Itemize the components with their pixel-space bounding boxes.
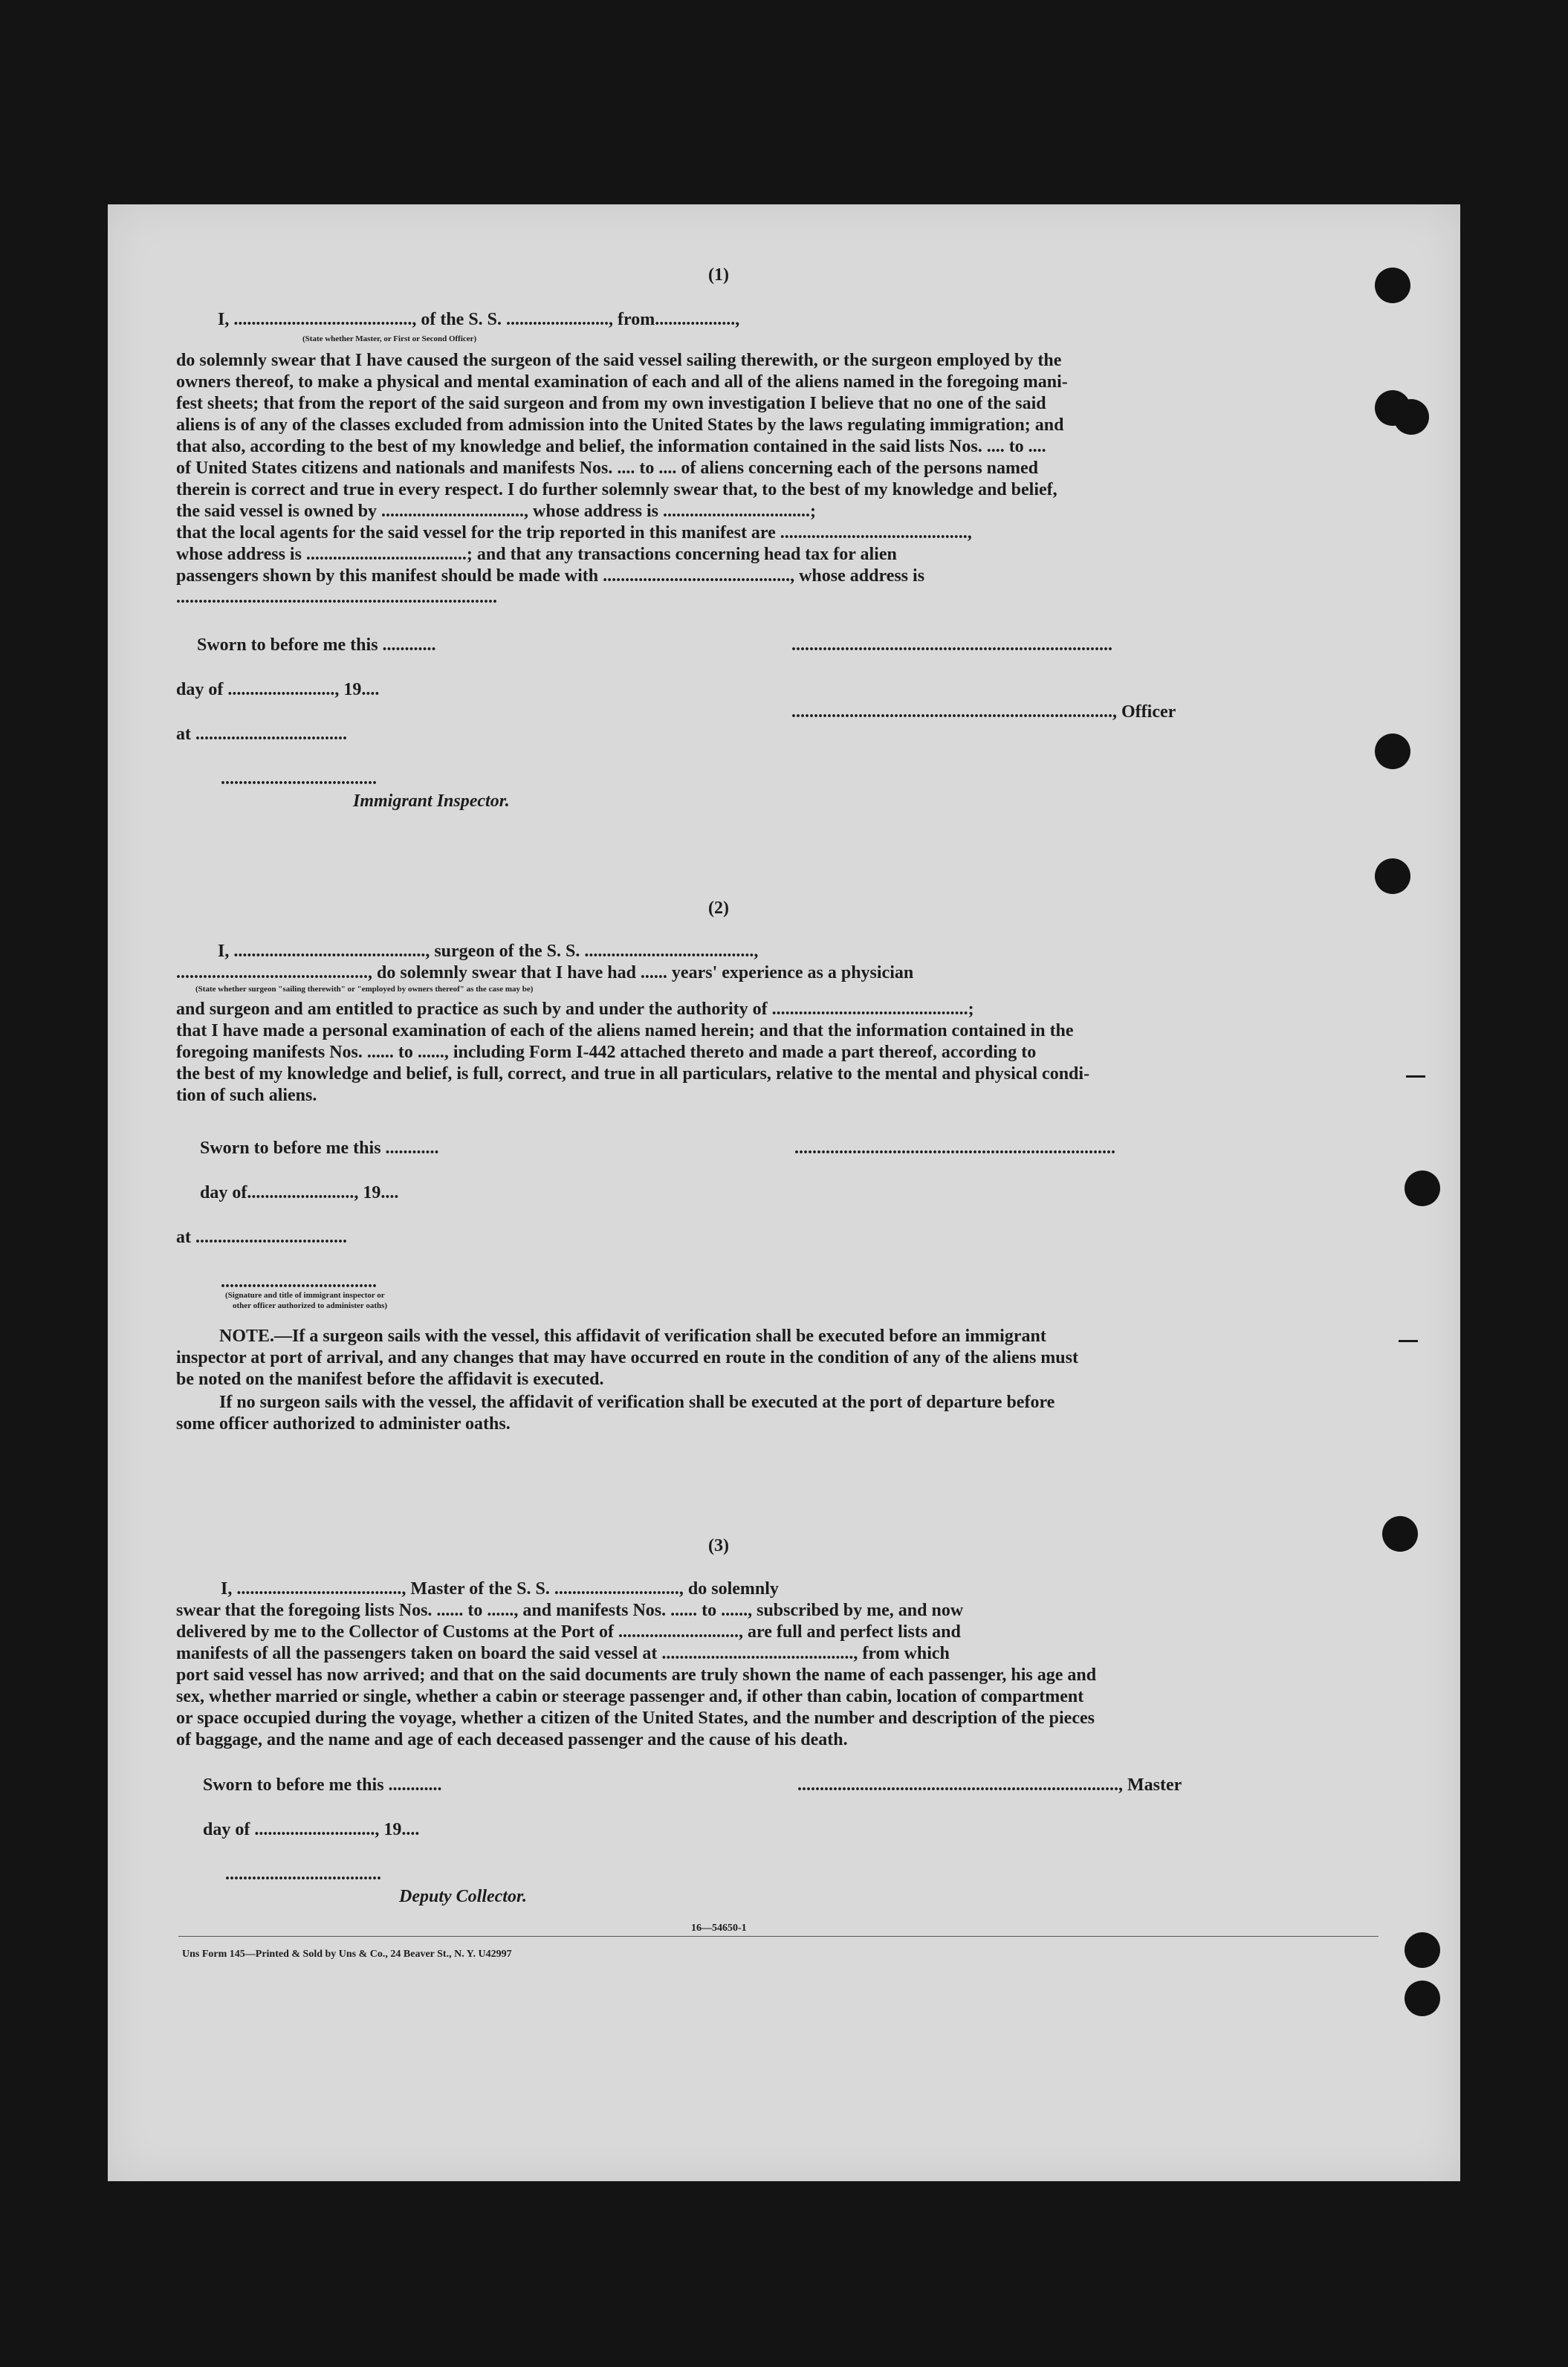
section-3-line-5: port said vessel has now arrived; and that on the said documents are truly shown the name of each passenger, his age and (176, 1665, 1097, 1685)
margin-dash (1399, 1340, 1418, 1342)
section-3-line-8: of baggage, and the name and age of each deceased passenger and the cause of his death. (176, 1730, 848, 1749)
section-2-line-1: I, ..........................................., surgeon of the S. S. ......................................, (218, 942, 759, 961)
section-1-line-12: ........................................................................ (176, 588, 497, 607)
note-line-1: NOTE.—If a surgeon sails with the vessel, this affidavit of verification shall be executed before an immigrant (219, 1327, 1046, 1346)
section-1-line-3: fest sheets; that from the report of the said surgeon and from my own investigation I believe that no one of the said (176, 394, 1046, 413)
section-1-at-line: at .................................. (176, 725, 347, 744)
section-2-at-line: at .................................. (176, 1228, 347, 1247)
margin-dash (1406, 1075, 1425, 1078)
section-2-surgeon-note: (State whether surgeon "sailing therewith" or "employed by owners thereof" as the case may be) (195, 985, 534, 994)
section-1-rank-note: (State whether Master, or First or Second Officer) (302, 334, 477, 343)
section-1-line-2: owners thereof, to make a physical and mental examination of each and all of the aliens named in the foregoing mani- (176, 372, 1068, 392)
section-2-sworn-line: Sworn to before me this ............ (200, 1139, 439, 1158)
punch-hole (1405, 1981, 1440, 2016)
note-line-5: some officer authorized to administer oaths. (176, 1414, 511, 1434)
section-1-number: (1) (708, 265, 729, 285)
section-3-line-7: or space occupied during the voyage, whether a citizen of the United States, and the number and description of the pieces (176, 1709, 1095, 1728)
section-2-line-2: ..........................................., do solemnly swear that I have had ...... years' experience as a physician (176, 963, 914, 982)
note-line-3: be noted on the manifest before the affidavit is executed. (176, 1370, 604, 1389)
printer-line: Uns Form 145—Printed & Sold by Uns & Co., 24 Beaver St., N. Y. U42997 (182, 1949, 512, 1960)
section-3-line-4: manifests of all the passengers taken on board the said vessel at ..........................................., from which (176, 1644, 950, 1663)
signature-note-line-1: (Signature and title of immigrant inspector or (225, 1291, 385, 1300)
section-3-line-2: swear that the foregoing lists Nos. ...... to ......, and manifests Nos. ...... to ......, subscribed by me, and now (176, 1601, 964, 1620)
section-1-line-1: do solemnly swear that I have caused the surgeon of the said vessel sailing therewith, or the surgeon employed by the (176, 351, 1062, 370)
form-page (108, 204, 1460, 2181)
section-1-line-8: the said vessel is owned by ................................, whose address is .................................; (176, 502, 816, 521)
section-3-line-6: sex, whether married or single, whether a cabin or steerage passenger and, if other than cabin, location of compartment (176, 1687, 1084, 1706)
section-1-line-10: whose address is ....................................; and that any transactions concerning head tax for alien (176, 545, 897, 564)
punch-hole (1393, 399, 1429, 435)
footer-rule (178, 1936, 1379, 1937)
section-1-line-11: passengers shown by this manifest should be made with .........................................., whose address is (176, 566, 925, 586)
section-3-line-1: I, ....................................., Master of the S. S. ............................, do solemnly (221, 1579, 779, 1599)
document-sheet (108, 204, 1460, 2181)
section-1-opening-line: I, ........................................, of the S. S. ......................., from.................., (218, 310, 740, 329)
punch-hole (1382, 1516, 1418, 1552)
section-1-line-4: aliens is of any of the classes excluded from admission into the United States by the laws regulating immigration; and (176, 415, 1064, 435)
section-3-day-line: day of ..........................., 19.... (203, 1820, 420, 1839)
section-2-body-line-3: foregoing manifests Nos. ...... to ......, including Form I-442 attached thereto and made a part thereof, according to (176, 1043, 1037, 1062)
section-1-line-9: that the local agents for the said vessel for the trip reported in this manifest are .........................................., (176, 523, 972, 543)
punch-hole (1375, 734, 1410, 769)
section-2-body-line-1: and surgeon and am entitled to practice as such by and under the authority of ............................................; (176, 1000, 974, 1019)
section-3-collector-dots: ................................... (225, 1865, 381, 1884)
section-1-officer-line: ........................................................................, Officer (791, 702, 1176, 722)
section-1-line-6: of United States citizens and nationals and manifests Nos. .... to .... of aliens concerning each of the persons named (176, 459, 1039, 478)
form-code: 16—54650-1 (691, 1923, 747, 1934)
punch-hole (1405, 1932, 1440, 1968)
signature-note-line-2: other officer authorized to administer oaths) (233, 1301, 388, 1310)
section-1-line-7: therein is correct and true in every respect. I do further solemnly swear that, to the best of my knowledge and belief, (176, 480, 1057, 499)
section-2-body-line-5: tion of such aliens. (176, 1086, 317, 1105)
section-2-signature-dots: ........................................................................ (794, 1139, 1115, 1158)
section-3-master-line: ........................................................................, Master (797, 1775, 1182, 1795)
section-3-line-3: delivered by me to the Collector of Customs at the Port of ..........................., are full and perfect lists and (176, 1622, 961, 1642)
section-2-day-line: day of........................, 19.... (200, 1183, 399, 1202)
punch-hole (1375, 268, 1410, 303)
note-line-2: inspector at port of arrival, and any changes that may have occurred en route in the condition of any of the aliens must (176, 1348, 1078, 1367)
punch-hole (1375, 858, 1410, 894)
section-3-sworn-line: Sworn to before me this ............ (203, 1775, 442, 1795)
immigrant-inspector-label: Immigrant Inspector. (353, 791, 510, 811)
section-2-inspector-dots: ................................... (221, 1272, 377, 1292)
section-3-number: (3) (708, 1536, 729, 1555)
section-1-inspector-dots: ................................... (221, 769, 377, 789)
section-2-number: (2) (708, 898, 729, 918)
section-1-day-line: day of ........................, 19.... (176, 680, 380, 699)
section-2-body-line-4: the best of my knowledge and belief, is full, correct, and true in all particulars, relative to the mental and physical condi- (176, 1064, 1090, 1084)
deputy-collector-label: Deputy Collector. (399, 1887, 527, 1906)
section-2-body-line-2: that I have made a personal examination of each of the aliens named herein; and that the information contained in the (176, 1021, 1074, 1040)
section-1-signature-dots: ........................................................................ (791, 635, 1112, 655)
punch-hole (1405, 1170, 1440, 1206)
note-line-4: If no surgeon sails with the vessel, the affidavit of verification shall be executed at the port of departure before (219, 1393, 1055, 1412)
section-1-line-5: that also, according to the best of my knowledge and belief, the information contained in the said lists Nos. .... to .... (176, 437, 1046, 456)
section-1-sworn-line: Sworn to before me this ............ (197, 635, 436, 655)
